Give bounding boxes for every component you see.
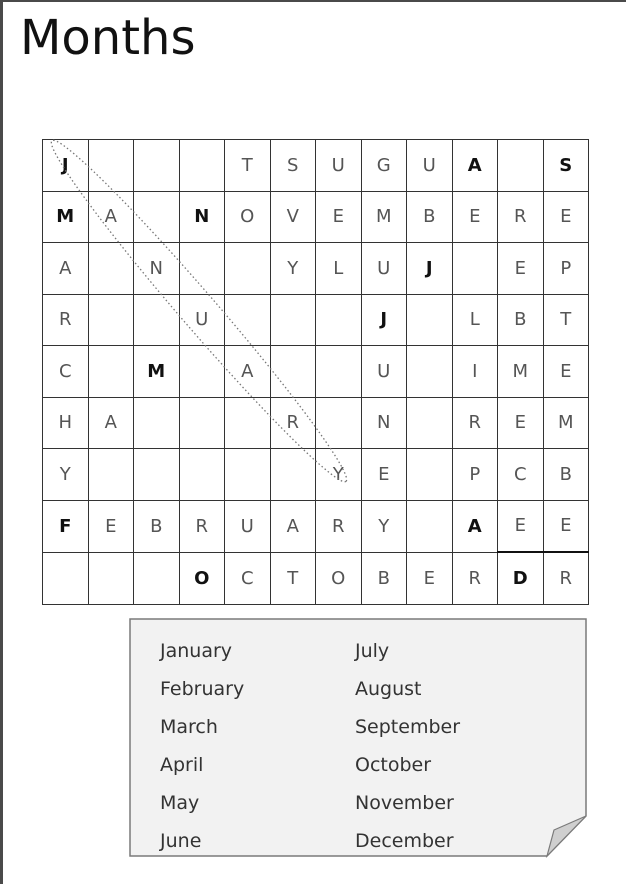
grid-cell <box>407 346 453 398</box>
grid-cell: A <box>43 243 89 295</box>
grid-cell <box>316 294 362 346</box>
word-list-note <box>129 618 587 857</box>
grid-cell: P <box>452 449 498 501</box>
grid-cell: U <box>361 346 407 398</box>
grid-row <box>43 397 589 449</box>
grid-cell <box>225 397 271 449</box>
word-list-left-column <box>160 632 244 860</box>
word-list-item: October <box>355 754 432 776</box>
grid-cell: R <box>498 191 544 243</box>
grid-cell <box>270 449 316 501</box>
grid-cell <box>88 346 134 398</box>
grid-cell: G <box>361 140 407 192</box>
grid-cell <box>270 294 316 346</box>
grid-cell <box>498 140 544 192</box>
grid-cell: S <box>270 140 316 192</box>
grid-cell: E <box>543 500 589 552</box>
grid-cell: F <box>43 500 89 552</box>
grid-cell: A <box>225 346 271 398</box>
grid-cell: N <box>179 191 225 243</box>
grid-cell <box>134 397 180 449</box>
grid-cell <box>407 294 453 346</box>
grid-cell: E <box>498 243 544 295</box>
grid-cell: C <box>225 552 271 604</box>
grid-cell <box>134 294 180 346</box>
word-list-item: February <box>160 678 245 700</box>
grid-cell: E <box>88 500 134 552</box>
grid-cell: V <box>270 191 316 243</box>
word-list-item: January <box>160 640 233 662</box>
word-list-item: May <box>160 792 200 814</box>
page-left-border <box>0 0 3 884</box>
word-list-item: September <box>355 716 461 738</box>
grid-cell: O <box>179 552 225 604</box>
grid-cell <box>225 294 271 346</box>
grid-cell <box>179 397 225 449</box>
grid-cell: M <box>543 397 589 449</box>
grid-cell: U <box>179 294 225 346</box>
grid-cell <box>179 140 225 192</box>
grid-cell <box>134 552 180 604</box>
grid-cell: A <box>452 500 498 552</box>
page-top-border <box>3 0 626 2</box>
grid-cell <box>179 346 225 398</box>
grid-cell: T <box>543 294 589 346</box>
grid-cell <box>134 191 180 243</box>
word-list-item: June <box>160 830 202 852</box>
grid-cell <box>452 243 498 295</box>
grid-cell: R <box>543 552 589 604</box>
grid-cell <box>88 449 134 501</box>
grid-cell: U <box>316 140 362 192</box>
grid-cell: B <box>543 449 589 501</box>
grid-cell <box>316 346 362 398</box>
grid-cell: P <box>543 243 589 295</box>
grid-cell: L <box>316 243 362 295</box>
word-list-item: March <box>160 716 218 738</box>
grid-cell: M <box>134 346 180 398</box>
grid-cell <box>225 243 271 295</box>
grid-row <box>43 294 589 346</box>
grid-cell: M <box>361 191 407 243</box>
grid-cell: N <box>134 243 180 295</box>
grid-cell: H <box>43 397 89 449</box>
grid-cell: J <box>407 243 453 295</box>
grid-cell: B <box>498 294 544 346</box>
grid-cell: S <box>543 140 589 192</box>
grid-cell: T <box>270 552 316 604</box>
grid-cell: B <box>134 500 180 552</box>
word-list-item: August <box>355 678 422 700</box>
grid-cell: E <box>316 191 362 243</box>
grid-cell: L <box>452 294 498 346</box>
grid-cell: O <box>225 191 271 243</box>
grid-cell: M <box>498 346 544 398</box>
grid-cell: U <box>407 140 453 192</box>
word-list-right-column <box>355 632 460 860</box>
grid-cell: D <box>498 552 544 604</box>
grid-cell <box>43 552 89 604</box>
grid-cell: E <box>452 191 498 243</box>
grid-cell: R <box>270 397 316 449</box>
grid-cell: A <box>88 191 134 243</box>
grid-cell: C <box>43 346 89 398</box>
grid-cell <box>407 397 453 449</box>
grid-cell: N <box>361 397 407 449</box>
grid-cell: A <box>452 140 498 192</box>
word-search-grid <box>42 139 589 605</box>
grid-row <box>43 500 589 552</box>
grid-cell: R <box>452 552 498 604</box>
grid-cell <box>134 449 180 501</box>
grid-cell: Y <box>43 449 89 501</box>
grid-cell: B <box>361 552 407 604</box>
grid-cell: E <box>498 500 544 552</box>
grid-cell <box>134 140 180 192</box>
grid-cell <box>316 397 362 449</box>
grid-cell: M <box>43 191 89 243</box>
grid-cell: E <box>543 346 589 398</box>
grid-row <box>43 243 589 295</box>
grid-cell: A <box>270 500 316 552</box>
grid-cell <box>88 243 134 295</box>
grid-cell: Y <box>270 243 316 295</box>
word-list-item: November <box>355 792 454 814</box>
grid-cell: E <box>407 552 453 604</box>
grid-row <box>43 191 589 243</box>
grid-cell: R <box>316 500 362 552</box>
grid-cell: R <box>179 500 225 552</box>
grid-cell <box>407 500 453 552</box>
grid-cell: R <box>452 397 498 449</box>
grid-cell: Y <box>316 449 362 501</box>
grid-row <box>43 140 589 192</box>
grid-cell <box>88 140 134 192</box>
grid-cell: C <box>498 449 544 501</box>
grid-cell <box>270 346 316 398</box>
grid-row <box>43 449 589 501</box>
grid-cell: O <box>316 552 362 604</box>
grid-cell: J <box>43 140 89 192</box>
grid-cell <box>179 243 225 295</box>
grid-cell: E <box>361 449 407 501</box>
grid-cell: E <box>498 397 544 449</box>
grid-cell <box>179 449 225 501</box>
page-title: Months <box>20 10 196 66</box>
word-list-item: April <box>160 754 204 776</box>
word-list-item: December <box>355 830 454 852</box>
grid-cell: J <box>361 294 407 346</box>
grid-row <box>43 552 589 604</box>
word-list-item: July <box>355 640 390 662</box>
grid-cell <box>225 449 271 501</box>
grid-cell <box>88 552 134 604</box>
grid-cell <box>88 294 134 346</box>
grid-cell: U <box>225 500 271 552</box>
grid-cell: R <box>43 294 89 346</box>
grid-cell <box>407 449 453 501</box>
grid-row <box>43 346 589 398</box>
grid-cell: Y <box>361 500 407 552</box>
grid-cell: T <box>225 140 271 192</box>
grid-cell: I <box>452 346 498 398</box>
grid-cell: B <box>407 191 453 243</box>
grid-cell: U <box>361 243 407 295</box>
grid-cell: A <box>88 397 134 449</box>
grid-cell: E <box>543 191 589 243</box>
